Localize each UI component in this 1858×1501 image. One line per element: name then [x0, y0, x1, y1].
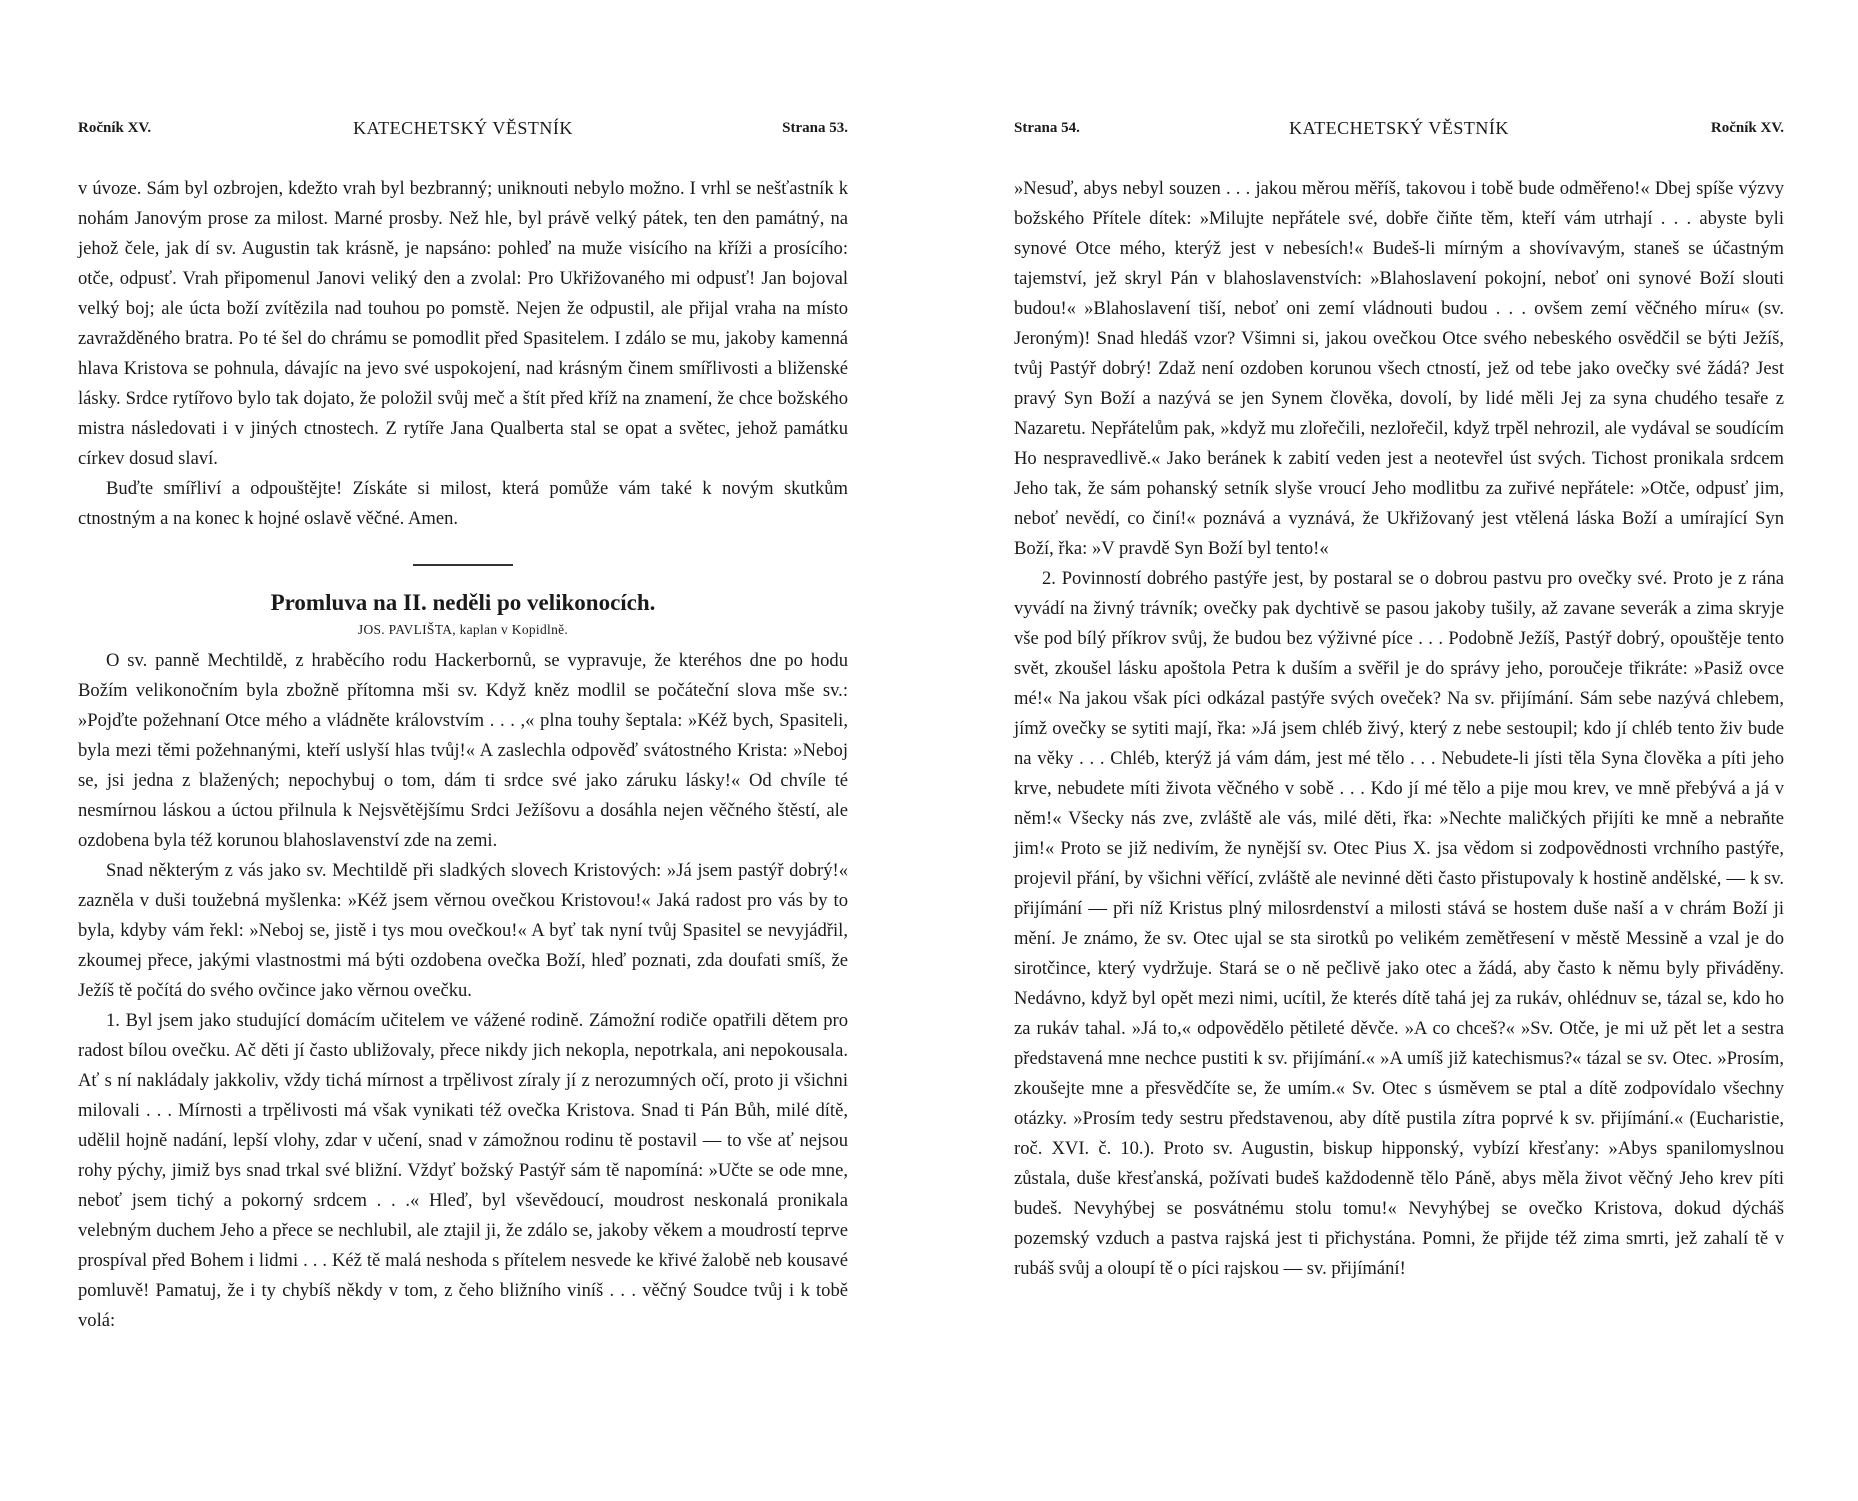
paragraph: v úvoze. Sám byl ozbrojen, kdežto vrah byl bezbranný; uniknouti nebylo možno. I vrhl se nešťastník k nohám Janovým prose za milost. Marné prosby. Než hle, byl právě velký pátek, ten den památný, na jehož čele, jak dí sv. Augustin tak krásně, je napsáno: pohleď na muže visícího na kříži a prosícího: otče, odpusť. Vrah připomenul Janovi veliký den a zvolal: Pro Ukřižovaného mi odpusť! Jan bojoval velký boj; ale úcta boží zvítězila nad touhou po pomstě. Nejen že odpustil, ale přijal vraha na místo zavražděného bratra. Po té šel do chrámu se pomodlit před Spasitelem. I zdálo se mu, jakoby kamenná hlava Kristova se pohnula, dávajíc na jevo své uspokojení, nad krásným činem smířlivosti a bliženské lásky. Srdce rytířovo bylo tak dojato, že položil svůj meč a štít před kříž na znamení, že chce božského mistra následovati i v jiných ctnostech. Z rytíře Jana Qualberta stal se opat a světec, jehož památku církev dosud slaví. — [78, 178, 848, 469]
paragraph: Buďte smířliví a odpouštějte! Získáte si milost, která pomůže vám také k novým skutkům ctnostným a na konec k hojné oslavě věčné. Amen. — [78, 478, 848, 529]
paragraph: O sv. panně Mechtildě, z hraběcího rodu Hackerbornů, se vypravuje, že kteréhos dne po hodu Božím velikonočním byla zbožně přítomna mši sv. Když kněz modlil se počáteční slova mše sv.: »Pojďte požehnaní Otce mého a vládněte královstvím . . . ,« plna touhy šeptala: »Kéž bych, Spasiteli, byla mezi těmi požehnanými, kteří uslyší hlas tvůj!« A zaslechla odpověď svátostného Krista: »Neboj se, jsi jedna z blažených; nepochybuj o tom, dám ti srdce své jako záruku lásky!« Od chvíle té nesmírnou láskou a úctou přilnula k Nejsvětějšímu Srdci Ježíšovu a dosáhla nejen věčného štěstí, ale ozdobena byla též korunou blahoslavenství zde na zemi. — [78, 650, 848, 851]
right-running-head — [1014, 118, 1784, 148]
left-running-head — [78, 118, 848, 148]
paragraph: Snad některým z vás jako sv. Mechtildě při sladkých slovech Kristových: »Já jsem pastýř dobrý!« zazněla v duši toužebná myšlenka: »Kéž jsem věrnou ovečkou Kristovou!« Jaká radost pro vás by to byla, kdyby vám řekl: »Neboj se, jistě i tys mou ovečkou!« A byť tak nyní tvůj Spasitel se nevyjádřil, zkoumej přece, jakými vlastnostmi má býti ozdobena ovečka Boží, hleď poznati, zda doufati smíš, že Ježíš tě počítá do svého ovčince jako věrnou ovečku. — [78, 860, 848, 1001]
paragraph: 1. Byl jsem jako studující domácím učitelem ve vážené rodině. Zámožní rodiče opatřili dětem pro radost bílou ovečku. Ač děti jí často ubližovaly, přece nikdy jich nekopla, nepotrkala, ani nepokousala. Ať s ní nakládaly jakkoliv, vždy tichá mírnost a trpělivost zíraly jí z nerozumných očí, proto ji všichni milovali . . . Mírnosti a trpělivosti má však vynikati též ovečka Kristova. Snad ti Pán Bůh, milé dítě, udělil hojně nadání, lepší vlohy, zdar v učení, snad v zámožnou rodinu tě postavil — to vše ať nejsou rohy pýchy, jimiž bys snad trkal své bližní. Vždyť božský Pastýř sám tě napomíná: »Učte se ode mne, neboť jsem tichý a pokorný srdcem . . .« Hleď, byl vševědoucí, moudrost neskonalá pronikala velebným duchem Jeho a přece se nechlubil, ale ztajil ji, že zdálo se, jakoby věkem a moudrostí teprve prospíval před Bohem i lidmi . . . Kéž tě malá neshoda s přítelem nesvede ke křivé žalobě neb kousavé pomluvě! Pamatuj, že i ty chybíš někdy v tom, z čeho bližního viníš . . . věčný Soudce tvůj i k tobě volá: — [78, 1010, 848, 1331]
right-body-text — [1014, 174, 1784, 1284]
section-separator — [413, 564, 513, 566]
left-page-number: Strana 53. — [782, 120, 848, 136]
left-page — [78, 118, 848, 1336]
article-title: Promluva na II. neděli po velikonocích. — [270, 590, 656, 615]
right-page — [1014, 118, 1784, 1284]
left-journal-title: KATECHETSKÝ VĚSTNÍK — [353, 118, 573, 138]
right-volume-label: Ročník XV. — [1710, 120, 1784, 136]
right-journal-title: KATECHETSKÝ VĚSTNÍK — [1289, 118, 1509, 138]
paragraph: 2. Povinností dobrého pastýře jest, by postaral se o dobrou pastvu pro ovečky své. Proto je z rána vyvádí na živný trávník; ovečky pak dychtivě se pasou jakoby tušily, až zavane severák a zima skryje vše pod bílý příkrov svůj, že budou bez výživné píce . . . Podobně Ježíš, Pastýř dobrý, opouštěje tento svět, zkoušel lásku apoštola Petra k duším a svěřil je do správy jeho, poroučeje třikráte: »Pasiž ovce mé!« Na jakou však píci odkázal pastýře svých oveček? Na sv. přijímání. Sám sebe nazývá chlebem, jímž ovečky se sytiti mají, řka: »Já jsem chléb živý, který z nebe sestoupil; kdo jí chléb tento živ bude na věky . . . Chléb, kterýž já vám dám, jest mé tělo . . . Nebudete-li jísti těla Syna člověka a píti jeho krve, nebudete míti života věčného v sobě . . . Kdo jí mé tělo a pije mou krev, ve mně přebývá a já v něm!« Všecky nás zve, zvláště ale vás, milé děti, řka: »Nechte maličkých přijíti ke mně a nebraňte jim!« Proto se již nedivím, že nynější sv. Otec Pius X. jsa vědom si zodpovědnosti vrchního pastýře, projevil přání, by všichni věřící, zvláště ale nevinné děti často přistupovaly k hostině andělské, — k sv. přijímání — při níž Kristus plný milosrdenství a milosti stává se hostem duše naší a v chrám Boží ji mění. Je známo, že sv. Otec ujal se sta sirotků po velikém zemětřesení v městě Messině a vzal je do sirotčince, který vydržuje. Stará se o ně pečlivě jako otec a žádá, aby často k němu byly přiváděny. Nedávno, když byl opět mezi nimi, ucítil, že kterés dítě tahá jej za rukáv, ohlédnuv se, tázal se, kdo ho za rukáv tahal. »Já to,« odpovědělo pětileté děvče. »A co chceš?« »Sv. Otče, je mi už pět let a sestra představená mne nechce pustiti k sv. přijímání.« »A umíš již katechismus?« tázal se sv. Otec. »Prosím, zkoušejte mne a přesvědčíte se, že umím.« Sv. Otec s úsměvem se ptal a dítě zodpovídalo všechny otázky. »Prosím tedy sestru představenou, aby dítě pustila zítra poprvé k sv. přijímání.« (Eucharistie, roč. XVI. č. 10.). Proto sv. Augustin, biskup hipponský, vybízí křesťany: »Abys spanilomyslnou zůstala, duše křesťanská, požívati budeš každodenně tělo Páně, abys měla život věčný Jeho krev píti budeš. Nevyhýbej se posvátnému stolu tomu!« Nevyhýbej se ovečko Kristova, dokud dýcháš pozemský vzduch a pastva rajská jest ti přichystána. Pomni, že přijde též zima smrti, jež zahalí tě v rubáš svůj a oloupí tě o píci rajskou — sv. přijímání! — [1014, 568, 1784, 1279]
article-byline: JOS. PAVLIŠTA, kaplan v Kopidlně. — [357, 622, 569, 637]
left-volume-label: Ročník XV. — [78, 120, 152, 136]
left-body-text — [78, 174, 848, 1336]
paragraph: »Nesuď, abys nebyl souzen . . . jakou měrou měříš, takovou i tobě bude odměřeno!« Dbej spíše výzvy božského Přítele dítek: »Milujte nepřátele své, dobře čiňte těm, kteří vám utrhají . . . abyste byli synové Otce mého, kterýž jest v nebesích!« Budeš-li mírným a shovívavým, staneš se účastným tajemství, jež skryl Pán v blahoslavenstvích: »Blahoslavení pokojní, neboť oni synové Boží slouti budou!« »Blahoslavení tiší, neboť oni zemí vládnouti budou . . . ovšem zemí věčného míru« (sv. Jeroným)! Snad hledáš vzor? Všimni si, jakou ovečkou Otce svého nebeského osvědčil se býti Ježíš, tvůj Pastýř dobrý! Zdaž není ozdoben korunou všech ctností, jež od tebe jako ovečky své žádá? Jest pravý Syn Boží a nazývá se jen Synem člověka, dovolí, by lidé měli Jej za syna chudého tesaře z Nazaretu. Nepřátelům pak, »když mu zlořečili, nezlořečil, když trpěl nehrozil, ale vydával se soudícím Ho nespravedlivě.« Jako beránek k zabití veden jest a neotevřel úst svých. Tichost pronikala srdcem Jeho tak, že sám pohanský setník slyše vroucí Jeho modlitbu za zuřivé nepřátele: »Otče, odpusť jim, neboť nevědí, co činí!« poznává a vyznává, že Ukřižovaný jest vtělená láska Boží a umírající Syn Boží, řka: »V pravdě Syn Boží byl tento!« — [1014, 178, 1784, 559]
right-page-number: Strana 54. — [1014, 120, 1080, 136]
